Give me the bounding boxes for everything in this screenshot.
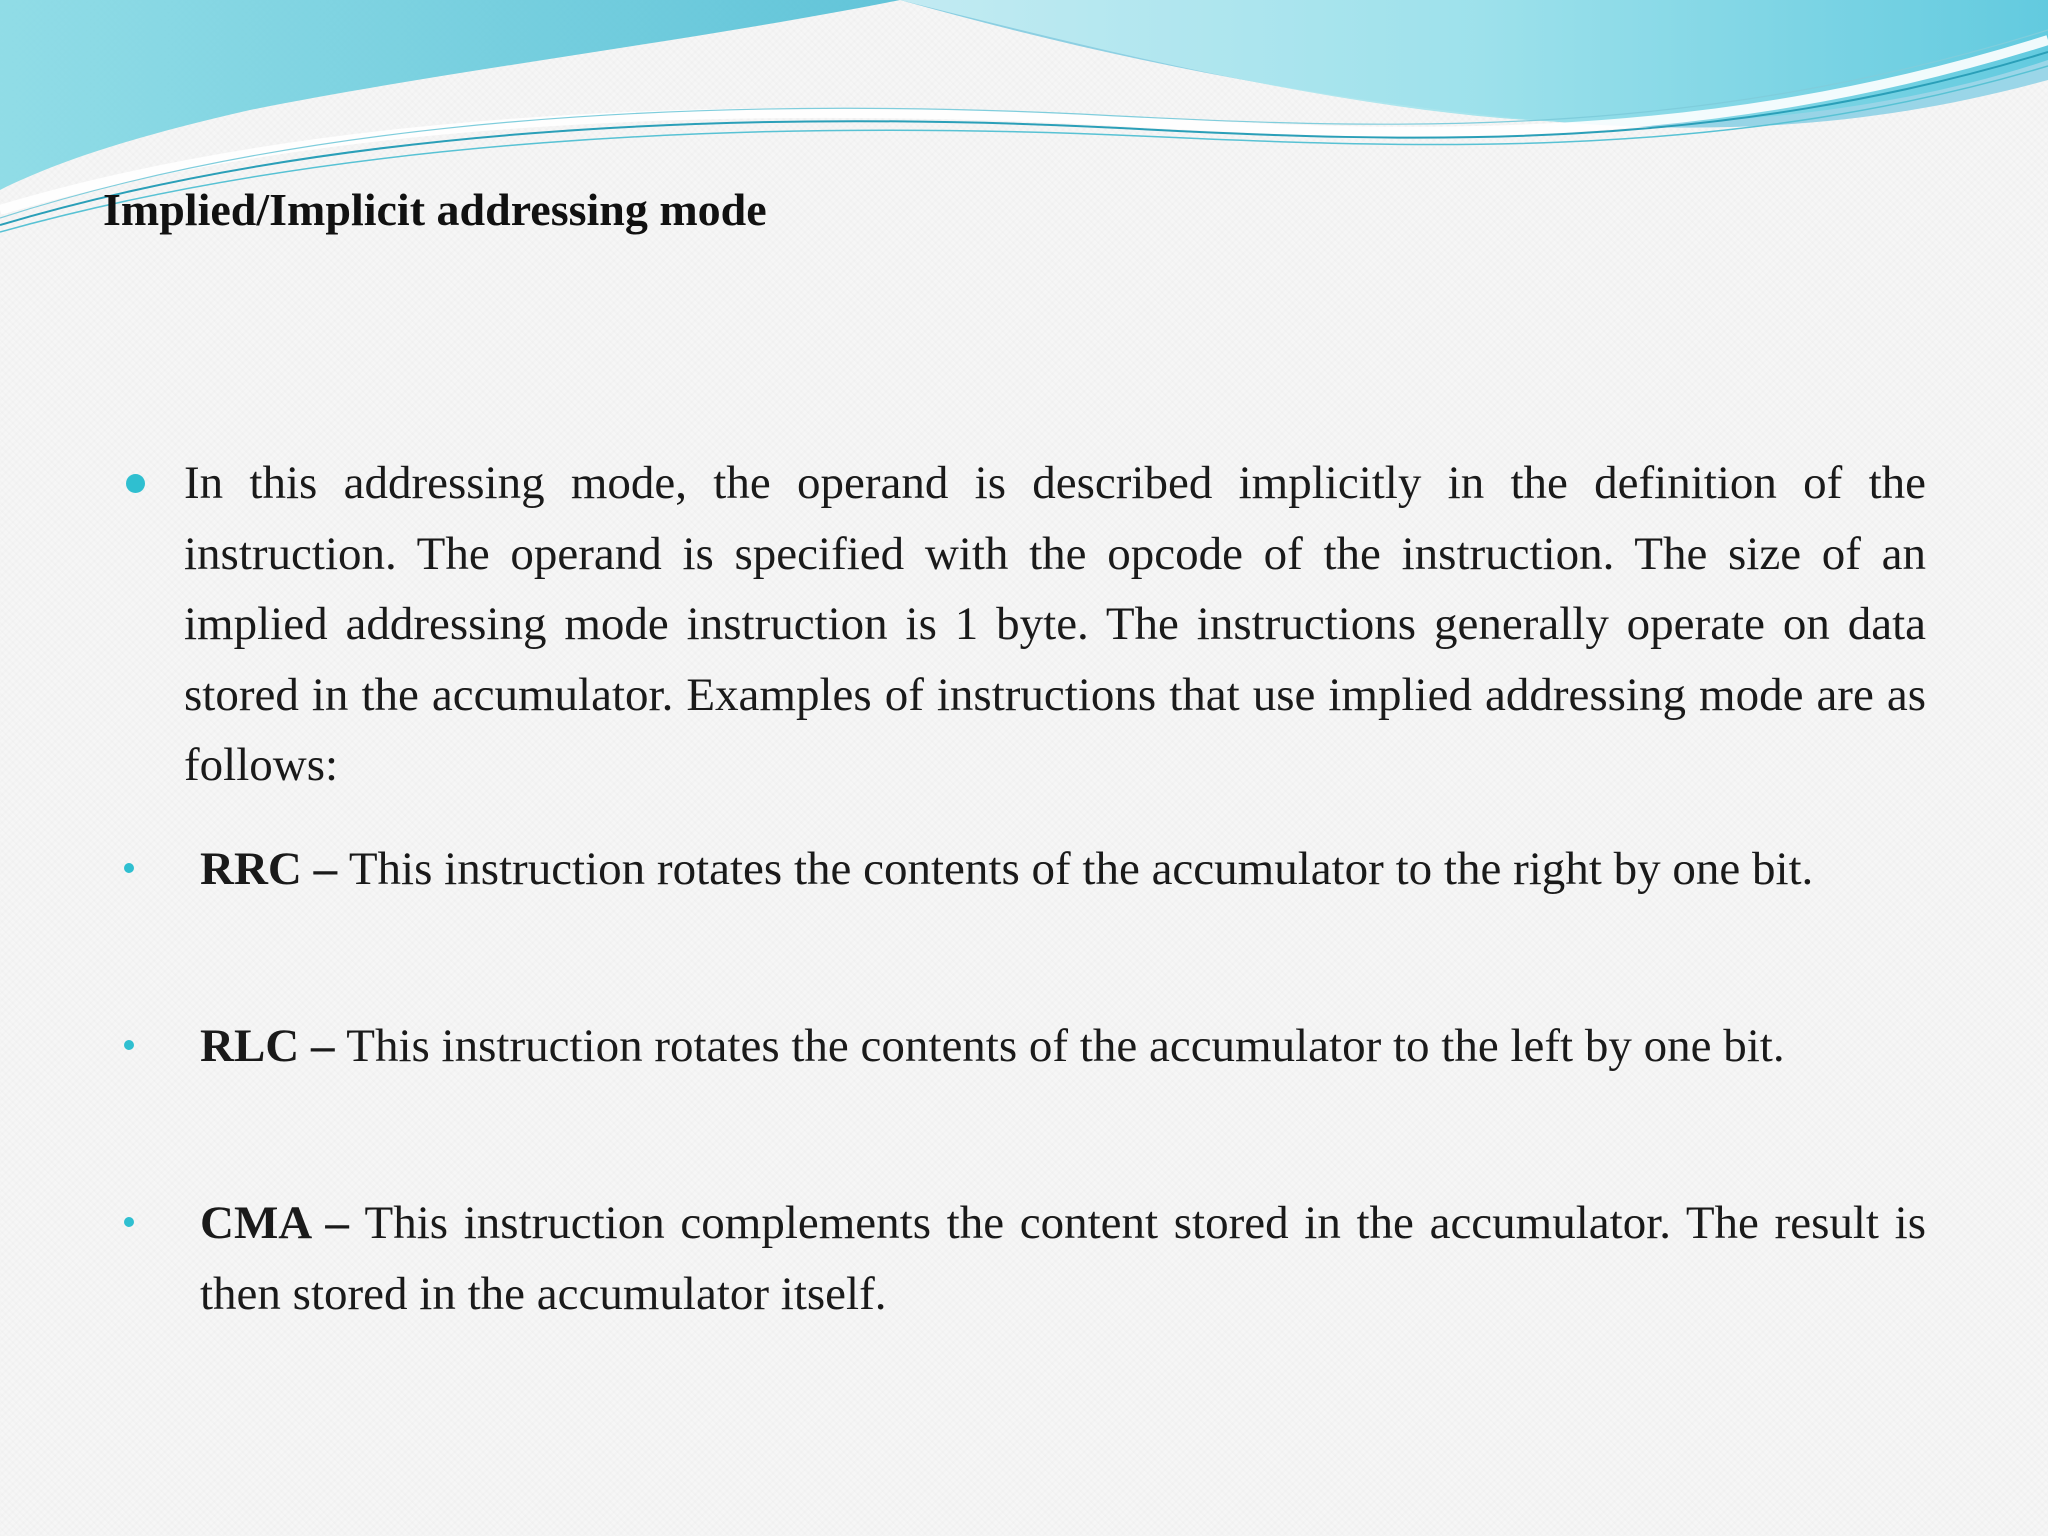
instruction-code: RLC: [200, 1020, 300, 1072]
intro-paragraph: [126, 448, 1926, 801]
wave-band-left: [0, 0, 900, 190]
instruction-code: RRC: [200, 843, 302, 895]
instruction-dash: –: [309, 1197, 365, 1249]
slide-title: Implied/Implicit addressing mode: [103, 184, 767, 235]
instruction-description: This instruction rotates the contents of the accumulator to the left by one bit.: [346, 1020, 1785, 1072]
instruction-item-cma: [124, 1188, 1926, 1329]
instruction-description: This instruction complements the content stored in the accumulator. The result is then stored in the accumulator itself.: [200, 1197, 1926, 1320]
instruction-item-rrc: [124, 834, 1926, 905]
instruction-dash: –: [299, 1020, 347, 1072]
instruction-text: [200, 834, 1926, 905]
instruction-text: [200, 1011, 1926, 1082]
small-bullet-dot-icon: [124, 1217, 134, 1227]
instruction-description: This instruction rotates the contents of the accumulator to the right by one bit.: [348, 843, 1814, 895]
intro-text: In this addressing mode, the operand is described implicitly in the definition of the instruction. The operand is specified with the opcode of the instruction. The size of an implied addressing mode instruction is 1 byte. The instructions generally operate on data stored in the accumulator. Examples of instructions that use implied addressing mode are as follows:: [184, 457, 1926, 791]
bullet-dot-icon: [126, 474, 145, 493]
instruction-dash: –: [301, 843, 349, 895]
instruction-code: CMA: [200, 1197, 310, 1249]
instruction-item-rlc: [124, 1011, 1926, 1082]
instruction-text: [200, 1188, 1926, 1329]
small-bullet-dot-icon: [124, 863, 134, 873]
small-bullet-dot-icon: [124, 1040, 134, 1050]
